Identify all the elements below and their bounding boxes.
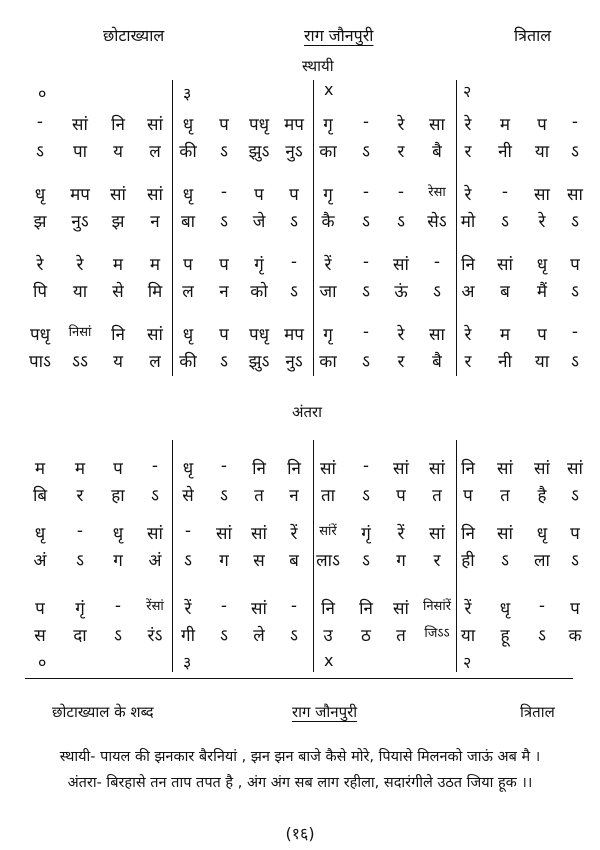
sthayi-swar-3-15: धृ <box>536 255 548 275</box>
sthayi-bol-2-2: नुऽ <box>71 212 89 232</box>
sthayi-bol-2-1: झ <box>33 212 47 232</box>
sthayi-bol-1-10: ऽ <box>362 142 370 162</box>
sthayi-bol-3-13: अ <box>461 282 475 302</box>
sthayi-bol-3-2: या <box>72 282 88 302</box>
antara-bol-3-13: या <box>460 626 476 646</box>
antara-swar-2-8: रें <box>290 524 298 544</box>
sthayi-swar-3-4: म <box>149 255 161 275</box>
page-number: (१६) <box>285 824 315 843</box>
section-sthayi-title: स्थायी <box>302 57 334 75</box>
sthayi-swar-3-7: गृं <box>254 255 264 275</box>
antara-bol-1-7: त <box>254 486 264 506</box>
header-left: छोटाख्याल <box>103 26 165 45</box>
antara-swar-2-13: नि <box>461 524 475 544</box>
antara-swar-1-7: नि <box>252 459 266 479</box>
sthayi-swar-4-15: प <box>537 325 547 345</box>
antara-bol-2-1: अं <box>33 551 47 571</box>
sthayi-bol-3-6: न <box>219 282 229 302</box>
sthayi-swar-2-7: प <box>254 185 264 205</box>
antara-swar-3-4: रेंसां <box>146 599 164 614</box>
sthayi-swar-4-11: रे <box>397 325 405 345</box>
antara-swar-2-11: रें <box>397 524 405 544</box>
sthayi-bol-2-13: मो <box>460 212 476 232</box>
sthayi-swar-1-10: - <box>362 112 370 132</box>
sthayi-swar-3-1: रे <box>36 255 44 275</box>
antara-swar-1-4: - <box>151 456 159 476</box>
sthayi-swar-1-6: प <box>219 115 229 135</box>
antara-swar-1-14: सां <box>497 459 513 479</box>
words-header-left: छोटाख्याल के शब्द <box>52 703 154 721</box>
header-taal: त्रिताल <box>514 26 552 45</box>
antara-bol-3-7: ले <box>253 626 265 646</box>
sthayi-swar-1-14: म <box>499 115 511 135</box>
antara-swar-1-1: म <box>34 459 46 479</box>
antara-bol-2-7: स <box>253 551 265 571</box>
sthayi-swar-2-15: सा <box>534 185 550 205</box>
section-divider <box>25 678 573 679</box>
antara-swar-3-8: - <box>290 596 298 616</box>
antara-bol-3-10: ठ <box>361 626 371 646</box>
sthayi-bol-4-16: ऽ <box>571 352 579 372</box>
sthayi-swar-2-11: - <box>397 182 405 202</box>
sthayi-bol-3-9: जा <box>319 282 337 302</box>
sthayi-swar-4-10: - <box>362 322 370 342</box>
antara-bol-2-6: ग <box>219 551 229 571</box>
antara-bol-3-14: हू <box>500 626 510 646</box>
antara-swar-3-7: सां <box>251 599 267 619</box>
antara-swar-3-5: रें <box>184 599 192 619</box>
sthayi-bol-1-7: झुऽ <box>248 142 270 162</box>
antara-swar-3-13: रें <box>464 599 472 619</box>
antara-swar-3-2: गृं <box>75 599 85 619</box>
sthayi-swar-4-2: निसां <box>68 325 92 340</box>
antara-bol-2-2: ऽ <box>76 551 84 571</box>
antara-bol-2-12: र <box>433 551 441 571</box>
sthayi-swar-3-6: प <box>219 255 229 275</box>
sthayi-bol-3-7: को <box>250 282 268 302</box>
antara-bol-2-11: ग <box>396 551 406 571</box>
sthayi-bol-2-5: बा <box>180 212 196 232</box>
antara-bol-1-5: से <box>182 486 194 506</box>
antara-swar-2-2: - <box>76 521 84 541</box>
sthayi-bol-3-4: मि <box>147 282 163 302</box>
antara-swar-2-15: धृ <box>536 524 548 544</box>
sthayi-swar-4-4: सां <box>147 325 163 345</box>
antara-swar-1-15: सां <box>534 459 550 479</box>
antara-swar-2-5: - <box>184 521 192 541</box>
sthayi-swar-3-10: - <box>362 252 370 272</box>
sthayi-swar-3-8: - <box>290 252 298 272</box>
sthayi-swar-1-8: मप <box>284 115 304 135</box>
antara-bol-1-16: ऽ <box>571 486 579 506</box>
antara-swar-2-16: प <box>570 524 580 544</box>
antara-swar-1-3: प <box>113 459 123 479</box>
antara-swar-2-12: सां <box>429 524 445 544</box>
sthayi-bol-1-16: ऽ <box>571 142 579 162</box>
sthayi-bol-3-10: ऽ <box>362 282 370 302</box>
sthayi-swar-4-9: गृ <box>323 325 333 345</box>
antara-bar-line-2 <box>313 440 314 672</box>
sthayi-bol-2-7: जे <box>252 212 266 232</box>
antara-bol-1-11: प <box>396 486 406 506</box>
sthayi-bol-1-6: ऽ <box>220 142 228 162</box>
sthayi-swar-4-5: धृ <box>182 325 194 345</box>
sthayi-swar-3-2: रे <box>76 255 84 275</box>
sthayi-bol-4-13: र <box>464 352 472 372</box>
antara-swar-3-15: - <box>538 596 546 616</box>
antara-bol-1-6: ऽ <box>220 486 228 506</box>
sthayi-swar-1-2: सां <box>72 115 88 135</box>
antara-swar-3-3: - <box>114 596 122 616</box>
antara-bar-line-3 <box>456 440 457 672</box>
antara-bol-3-15: ऽ <box>538 626 546 646</box>
antara-swar-3-16: प <box>570 599 580 619</box>
antara-bol-1-1: बि <box>32 486 48 506</box>
tala-mark-3: ३ <box>183 84 192 103</box>
antara-bol-1-8: न <box>289 486 299 506</box>
footer-mark-3: ३ <box>183 653 192 672</box>
antara-swar-3-10: नि <box>359 599 373 619</box>
footer-mark-2: २ <box>463 653 472 672</box>
antara-swar-2-7: सां <box>251 524 267 544</box>
sthayi-swar-3-11: सां <box>393 255 409 275</box>
sthayi-bol-3-5: ल <box>182 282 194 302</box>
sthayi-swar-4-1: पधृ <box>29 325 51 345</box>
sthayi-bol-3-15: मैं <box>536 282 548 302</box>
sthayi-bol-2-10: ऽ <box>362 212 370 232</box>
sthayi-swar-2-12: रेसा <box>428 185 446 200</box>
sthayi-bol-3-12: ऽ <box>433 282 441 302</box>
antara-bol-1-15: है <box>537 486 547 506</box>
sthayi-swar-3-16: प <box>570 255 580 275</box>
sthayi-bol-2-8: ऽ <box>290 212 298 232</box>
sthayi-bol-2-3: झ <box>111 212 125 232</box>
sthayi-bol-4-4: ल <box>149 352 161 372</box>
sthayi-swar-2-13: रे <box>464 185 472 205</box>
antara-bol-3-1: स <box>34 626 46 646</box>
sthayi-bol-3-1: पि <box>32 282 48 302</box>
sthayi-bol-4-12: बै <box>432 352 442 372</box>
sthayi-bar-line-1 <box>172 80 173 376</box>
header-raga: राग जौनपुरी <box>304 26 374 45</box>
sthayi-swar-2-16: सा <box>567 185 583 205</box>
antara-bol-1-13: प <box>463 486 473 506</box>
antara-bol-3-8: ऽ <box>290 626 298 646</box>
antara-swar-2-1: धृ <box>34 524 46 544</box>
antara-bol-1-4: ऽ <box>151 486 159 506</box>
sthayi-swar-3-13: नि <box>461 255 475 275</box>
sthayi-swar-1-3: नि <box>111 115 125 135</box>
sthayi-bol-1-15: या <box>534 142 550 162</box>
lyrics-sthayi: स्थायी- पायल की झनकार बैरनियां , झन झन बाजे कैसे मोरे, पियासे मिलनको जाऊं अब मै । <box>59 749 541 765</box>
antara-swar-2-4: सां <box>147 524 163 544</box>
sthayi-bol-1-5: की <box>179 142 197 162</box>
antara-bol-3-12: जिऽऽ <box>424 626 450 641</box>
antara-swar-1-2: म <box>74 459 86 479</box>
sthayi-swar-3-3: म <box>112 255 124 275</box>
words-header-raga: राग जौनपुरी <box>292 703 358 721</box>
sthayi-bol-4-11: र <box>397 352 405 372</box>
antara-swar-3-14: धृ <box>499 599 511 619</box>
words-header-taal: त्रिताल <box>520 703 555 721</box>
sthayi-swar-1-1: - <box>36 112 44 132</box>
sthayi-bol-2-16: ऽ <box>571 212 579 232</box>
antara-bol-3-9: उ <box>323 626 333 646</box>
sthayi-bol-3-16: ऽ <box>571 282 579 302</box>
sthayi-bol-1-8: नुऽ <box>285 142 303 162</box>
sthayi-swar-3-5: प <box>183 255 193 275</box>
antara-bol-3-11: त <box>396 626 406 646</box>
sthayi-swar-1-13: रे <box>464 115 472 135</box>
sthayi-bol-4-6: ऽ <box>220 352 228 372</box>
sthayi-swar-3-9: रें <box>324 255 332 275</box>
antara-swar-1-5: धृ <box>182 459 194 479</box>
sthayi-bol-2-4: न <box>150 212 160 232</box>
sthayi-swar-1-12: सा <box>429 115 445 135</box>
antara-bol-2-8: ब <box>289 551 299 571</box>
antara-bol-2-16: ऽ <box>571 551 579 571</box>
sthayi-bol-1-1: ऽ <box>36 142 44 162</box>
sthayi-swar-2-1: धृ <box>34 185 46 205</box>
sthayi-bol-1-14: नी <box>498 142 512 162</box>
tala-mark-2: २ <box>463 82 472 101</box>
antara-bol-1-14: त <box>500 486 510 506</box>
sthayi-swar-2-2: मप <box>70 185 90 205</box>
sthayi-bol-4-7: झुऽ <box>248 352 270 372</box>
antara-swar-2-14: सां <box>497 524 513 544</box>
sthayi-swar-4-16: - <box>571 322 579 342</box>
antara-swar-2-10: गृं <box>361 524 371 544</box>
antara-swar-1-13: नि <box>461 459 475 479</box>
antara-bol-2-9: लाऽ <box>316 551 340 571</box>
sthayi-bol-4-2: ऽऽ <box>72 352 88 372</box>
sthayi-bol-1-2: पा <box>72 142 88 162</box>
sthayi-swar-3-12: - <box>433 252 441 272</box>
antara-bol-3-16: क <box>568 626 582 646</box>
antara-bol-1-10: ऽ <box>362 486 370 506</box>
sthayi-bol-2-12: सेऽ <box>427 212 447 232</box>
sthayi-bol-1-3: य <box>113 142 123 162</box>
antara-bol-2-14: ऽ <box>501 551 509 571</box>
antara-swar-2-9: सांरें <box>319 524 337 539</box>
sthayi-swar-2-3: सां <box>110 185 126 205</box>
antara-swar-3-9: नि <box>321 599 335 619</box>
antara-bol-2-15: ला <box>534 551 550 571</box>
sthayi-bol-4-1: पाऽ <box>29 352 51 372</box>
sthayi-bol-4-15: या <box>534 352 550 372</box>
sthayi-swar-1-9: गृ <box>323 115 333 135</box>
sthayi-swar-4-7: पधृ <box>248 325 270 345</box>
antara-bol-3-3: ऽ <box>114 626 122 646</box>
sthayi-bol-3-11: ऊं <box>394 282 408 302</box>
sthayi-bar-line-3 <box>456 80 457 376</box>
sthayi-bol-2-14: ऽ <box>501 212 509 232</box>
antara-swar-1-11: सां <box>393 459 409 479</box>
antara-swar-3-1: प <box>35 599 45 619</box>
sthayi-swar-2-4: सां <box>147 185 163 205</box>
antara-swar-2-3: धृ <box>112 524 124 544</box>
sthayi-swar-4-13: रे <box>464 325 472 345</box>
antara-bol-3-6: ऽ <box>220 626 228 646</box>
section-antara-title: अंतरा <box>292 403 323 421</box>
antara-swar-1-8: नि <box>287 459 301 479</box>
antara-swar-1-16: सां <box>567 459 583 479</box>
antara-bol-1-9: ता <box>320 486 336 506</box>
sthayi-bol-1-4: ल <box>149 142 161 162</box>
sthayi-bol-1-12: बै <box>432 142 442 162</box>
sthayi-bol-2-6: ऽ <box>220 212 228 232</box>
antara-swar-2-6: सां <box>216 524 232 544</box>
sthayi-bol-4-3: य <box>113 352 123 372</box>
sthayi-bol-3-14: ब <box>500 282 510 302</box>
sthayi-swar-4-14: म <box>499 325 511 345</box>
sthayi-swar-1-15: प <box>537 115 547 135</box>
sthayi-swar-1-11: रे <box>397 115 405 135</box>
antara-swar-3-6: - <box>220 596 228 616</box>
sthayi-bar-line-2 <box>313 80 314 376</box>
antara-bol-1-3: हा <box>111 486 125 506</box>
sthayi-bol-4-14: नी <box>498 352 512 372</box>
antara-swar-1-9: सां <box>320 459 336 479</box>
sthayi-swar-4-12: सा <box>429 325 445 345</box>
antara-bol-2-13: ही <box>461 551 475 571</box>
sthayi-bol-4-8: नुऽ <box>285 352 303 372</box>
antara-swar-3-11: सां <box>393 599 409 619</box>
sthayi-bol-3-3: से <box>112 282 124 302</box>
sthayi-bol-4-10: ऽ <box>362 352 370 372</box>
antara-bol-1-2: र <box>76 486 84 506</box>
antara-bol-3-2: दा <box>73 626 87 646</box>
sthayi-swar-1-4: सां <box>147 115 163 135</box>
lyrics-antara: अंतरा- बिरहासे तन ताप तपत है , अंग अंग सब लाग रहीला, सदारंगीले उठत जिया हूक ।। <box>67 775 533 791</box>
footer-mark-sam: x <box>324 651 334 670</box>
sthayi-bol-1-9: का <box>319 142 337 162</box>
antara-swar-1-10: - <box>362 456 370 476</box>
sthayi-swar-4-8: मप <box>284 325 304 345</box>
antara-swar-3-12: निसांरें <box>422 599 452 614</box>
sthayi-swar-2-6: - <box>220 182 228 202</box>
antara-swar-1-6: - <box>220 456 228 476</box>
antara-bol-2-4: अं <box>148 551 162 571</box>
tala-mark-khali: ० <box>38 84 47 103</box>
sthayi-bol-4-5: की <box>179 352 197 372</box>
antara-bol-1-12: त <box>432 486 442 506</box>
antara-bol-3-4: रंऽ <box>147 626 163 646</box>
sthayi-swar-4-6: प <box>219 325 229 345</box>
antara-bol-2-3: ग <box>113 551 123 571</box>
antara-bol-2-5: ऽ <box>184 551 192 571</box>
sthayi-bol-2-9: कै <box>321 212 335 232</box>
sthayi-swar-2-8: प <box>289 185 299 205</box>
sthayi-bol-2-15: रे <box>538 212 546 232</box>
sthayi-bol-4-9: का <box>319 352 337 372</box>
sthayi-bol-1-13: र <box>464 142 472 162</box>
sthayi-swar-1-16: - <box>571 112 579 132</box>
sthayi-swar-3-14: सां <box>497 255 513 275</box>
sthayi-swar-2-9: गृ <box>323 185 333 205</box>
antara-bol-3-5: गी <box>181 626 195 646</box>
antara-bol-2-10: ऽ <box>362 551 370 571</box>
sthayi-bol-1-11: र <box>397 142 405 162</box>
sthayi-swar-2-10: - <box>362 182 370 202</box>
sthayi-swar-1-7: पधृ <box>248 115 270 135</box>
footer-mark-khali: ० <box>38 653 47 672</box>
sthayi-swar-2-5: धृ <box>182 185 194 205</box>
sthayi-swar-4-3: नि <box>111 325 125 345</box>
sthayi-swar-2-14: - <box>501 182 509 202</box>
sthayi-swar-1-5: धृ <box>182 115 194 135</box>
antara-swar-1-12: सां <box>429 459 445 479</box>
sthayi-bol-2-11: ऽ <box>397 212 405 232</box>
antara-bar-line-1 <box>172 440 173 672</box>
sthayi-bol-3-8: ऽ <box>290 282 298 302</box>
tala-mark-sam: x <box>324 80 334 99</box>
